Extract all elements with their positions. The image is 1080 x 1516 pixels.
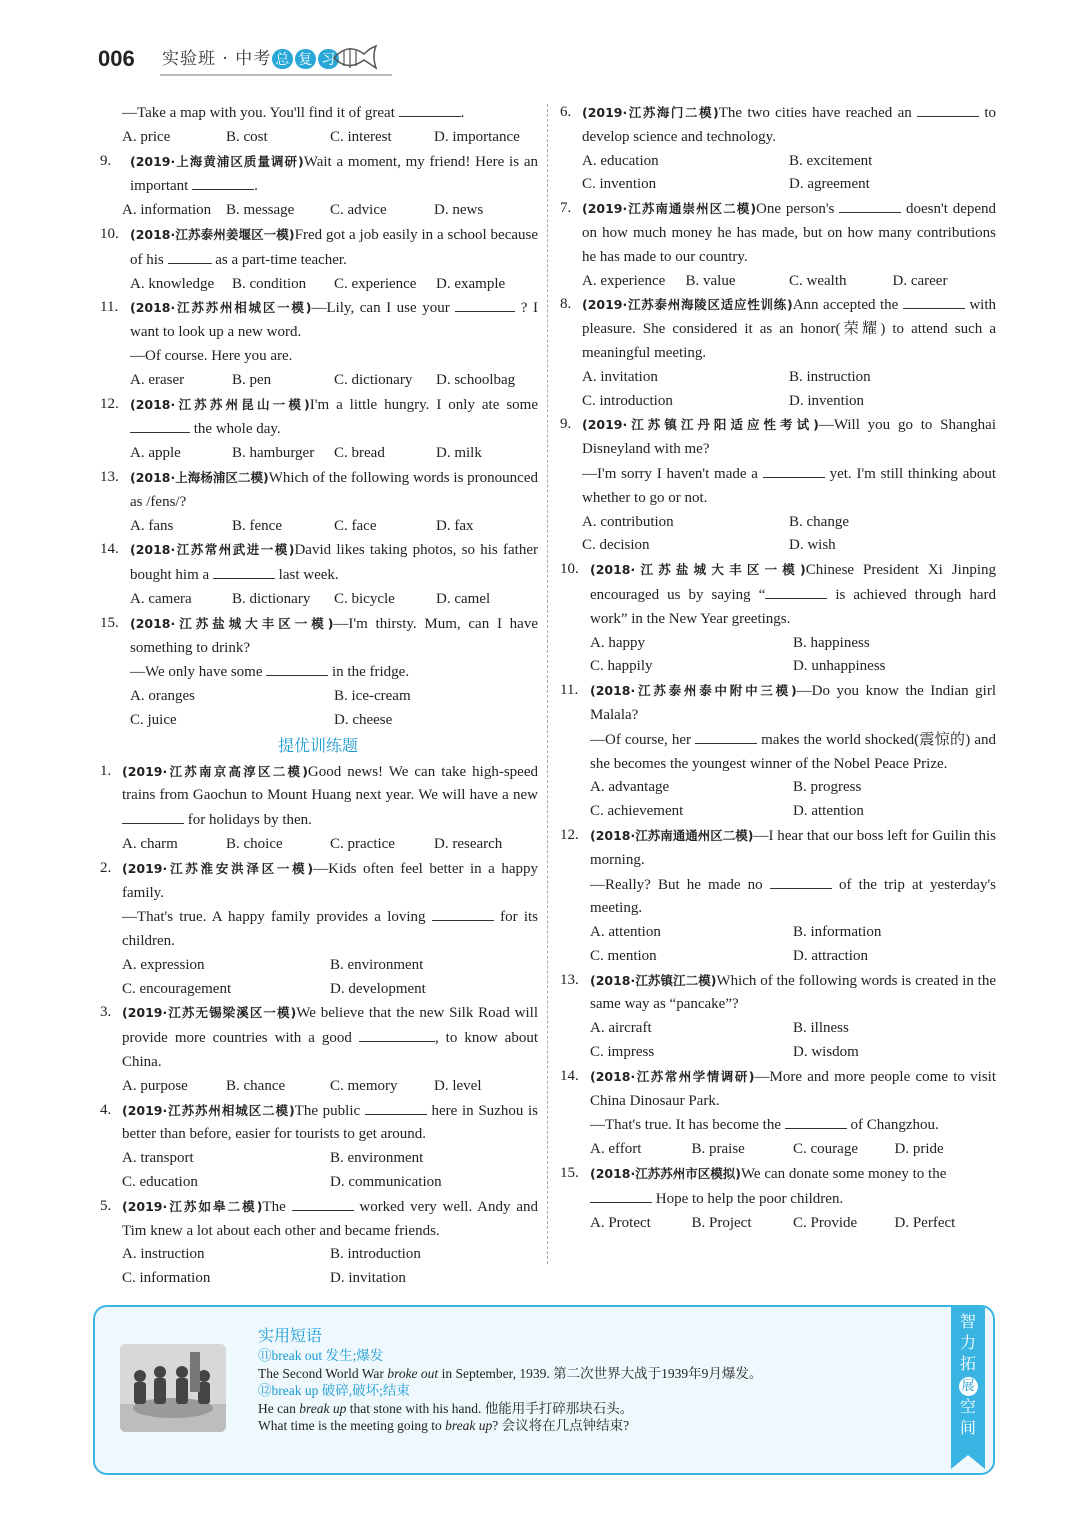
question-source: (2019·江苏无锡梁溪区一模)	[122, 1005, 297, 1021]
question-source: (2018·江苏常州武进一模)	[130, 542, 295, 558]
question-text: —That's true. A happy family provides a loving	[122, 909, 426, 926]
practice-question-3	[98, 1001, 538, 1098]
example-phrase: break up	[299, 1400, 347, 1416]
question-8-continued	[98, 101, 538, 126]
options	[130, 369, 538, 393]
option-d: D. agreement	[789, 176, 870, 193]
option-b: B. progress	[793, 779, 862, 796]
side-tab-char: 间	[959, 1418, 976, 1437]
option-a: A. information	[122, 202, 212, 219]
answer-blank	[213, 563, 275, 579]
option-a: A. eraser	[130, 371, 185, 388]
book-title-badge-2: 复	[295, 49, 316, 69]
option-b: B. introduction	[330, 1246, 421, 1263]
question-number: 15.	[560, 1165, 579, 1182]
options	[590, 632, 996, 680]
options	[122, 1243, 538, 1291]
option-a: A. attention	[590, 924, 661, 941]
phrase-12-example-2	[258, 1417, 762, 1435]
question-source: (2018·江苏泰州姜堰区一模)	[130, 226, 295, 242]
question-text: —That's true. It has become the	[590, 1117, 781, 1134]
example-text: in September, 1939. 第二次世界大战于1939年9月爆发。	[438, 1365, 763, 1381]
option-c: C. mention	[590, 947, 657, 964]
answer-blank	[168, 248, 212, 264]
question-text: makes the world shocked(震惊的) and she becomes the youngest winner of the Nobel Peace Prize.	[590, 731, 997, 772]
option-a: A. oranges	[130, 688, 195, 705]
practice-question-2	[98, 857, 538, 1002]
question-text: for holidays by then.	[187, 812, 312, 829]
option-a: A. charm	[122, 835, 178, 852]
question-number: 2.	[100, 859, 112, 876]
option-c: C. information	[122, 1270, 211, 1287]
option-d: D. communication	[330, 1174, 442, 1191]
option-b: B. pen	[232, 371, 272, 388]
option-a: A. aircraft	[590, 1020, 652, 1037]
book-title-text: 实验班 · 中考	[162, 49, 272, 69]
option-c: C. Provide	[793, 1214, 858, 1231]
question-14	[98, 538, 538, 611]
question-number: 8.	[560, 296, 572, 313]
option-c: C. bicycle	[334, 590, 395, 607]
page-header	[0, 0, 1080, 90]
options	[582, 270, 996, 294]
option-b: B. choice	[226, 835, 283, 852]
answer-blank	[130, 417, 190, 433]
phrase-12	[258, 1382, 762, 1400]
option-b: B. ice-cream	[334, 688, 411, 705]
question-source: (2019·上海黄浦区质量调研)	[130, 153, 304, 169]
option-c: C. encouragement	[122, 980, 232, 997]
option-a: A. camera	[130, 590, 192, 607]
practice-question-13	[558, 969, 996, 1065]
option-b: B. excitement	[789, 152, 873, 169]
option-d: D. Perfect	[894, 1214, 956, 1231]
header-underline	[160, 74, 392, 76]
practice-question-5	[98, 1195, 538, 1291]
answer-blank	[122, 808, 184, 824]
question-text: Good news! We can take high-speed trains from Gaochun to Mount Huang next year. We will have a new	[122, 763, 538, 804]
option-b: B. information	[793, 924, 882, 941]
question-source: (2018·江苏苏州昆山一模)	[130, 396, 310, 412]
answer-blank	[785, 1113, 847, 1129]
question-text: for its children.	[122, 909, 538, 950]
question-source: (2018·江苏盐城大丰区一模)	[130, 615, 334, 631]
question-text: —Will you go to Shanghai Disneyland with me?	[582, 417, 996, 458]
question-text: Which of the following words is created in the same way as “pancake”?	[590, 972, 996, 1013]
option-b: B. chance	[226, 1077, 286, 1094]
question-text: Fred got a job easily in a school because of his	[130, 226, 539, 268]
side-tab-char: 智	[959, 1312, 976, 1331]
option-d: D. wisdom	[793, 1044, 859, 1061]
option-d: D. attention	[793, 803, 864, 820]
options	[130, 685, 538, 733]
answer-blank	[266, 660, 328, 676]
option-a: A. knowledge	[130, 275, 215, 292]
question-text: I'm a little hungry. I only ate some	[309, 396, 538, 413]
options	[582, 150, 996, 198]
options	[98, 199, 538, 223]
option-d: D. development	[330, 980, 426, 997]
options	[590, 1212, 996, 1236]
option-d: D. example	[436, 275, 506, 292]
question-source: (2019·江苏泰州海陵区适应性训练)	[582, 297, 793, 313]
options	[590, 776, 996, 824]
answer-blank	[455, 296, 515, 312]
option-d: D. cheese	[334, 711, 393, 728]
options	[130, 588, 538, 612]
question-source: (2019·江苏镇江丹阳适应性考试)	[582, 417, 819, 433]
options	[590, 1017, 996, 1065]
options	[122, 1075, 538, 1099]
question-text: —Do you know the Indian girl Malala?	[590, 683, 996, 723]
question-text: Which of the following words is pronounced as /fens/?	[130, 469, 538, 510]
example-text: What time is the meeting going to	[258, 1418, 446, 1433]
options	[130, 442, 538, 466]
option-c: C. impress	[590, 1044, 655, 1061]
example-text: He can	[258, 1400, 300, 1416]
question-number: 10.	[100, 225, 119, 242]
question-text: —I'm thirsty. Mum, can I have something to drink?	[130, 615, 539, 656]
answer-blank	[192, 174, 254, 190]
example-text: ? 会议将在几点钟结束?	[492, 1418, 630, 1433]
option-d: D. invitation	[330, 1270, 406, 1287]
practice-question-9	[558, 413, 996, 558]
question-10	[98, 223, 538, 296]
question-source: (2018·江苏泰州泰中附中三模)	[590, 683, 797, 699]
options	[582, 511, 996, 559]
question-text: —Of course. Here you are.	[130, 347, 293, 364]
phrase-12-example-1	[258, 1400, 762, 1418]
phrase-title: break up 破碎,破坏;结束	[271, 1383, 410, 1398]
question-text: —Lily, can I use your	[311, 300, 450, 317]
option-b: B. praise	[691, 1141, 745, 1158]
question-text: worked very well. Andy and Tim knew a lot about each other and became friends.	[122, 1198, 538, 1239]
box-title: 实用短语	[258, 1326, 323, 1345]
answer-blank	[903, 293, 965, 309]
question-source: (2018·江苏苏州市区模拟)	[590, 1166, 741, 1182]
column-divider	[547, 104, 548, 1264]
option-c: C. bread	[334, 445, 385, 462]
option-c: C. interest	[330, 128, 392, 145]
option-d: D. invention	[789, 392, 864, 409]
question-text: the whole day.	[193, 421, 281, 438]
options	[98, 126, 538, 150]
page-number: 006	[98, 46, 135, 71]
option-c: C. dictionary	[334, 371, 413, 388]
option-d: D. schoolbag	[436, 371, 516, 388]
options	[590, 921, 996, 969]
answer-blank	[399, 101, 461, 117]
option-d: D. level	[434, 1077, 482, 1094]
question-text: We believe that the new Silk Road will provide more countries with a good	[122, 1005, 539, 1047]
answer-blank	[770, 873, 832, 889]
example-phrase: break up	[445, 1418, 493, 1433]
question-text: in the fridge.	[332, 664, 410, 681]
option-a: A. apple	[130, 445, 181, 462]
option-a: A. price	[122, 128, 171, 145]
question-source: (2019·江苏苏州相城区二模)	[122, 1102, 295, 1118]
question-number: 14.	[100, 541, 119, 558]
option-b: B. happiness	[793, 634, 870, 651]
question-12	[98, 393, 538, 466]
question-text: of the trip at yesterday's meeting.	[590, 876, 996, 917]
question-text: .	[254, 178, 258, 195]
answer-blank	[839, 197, 901, 213]
option-a: A. advantage	[590, 779, 670, 796]
question-text: —I hear that our boss left for Guilin this morning.	[590, 827, 996, 868]
question-number: 12.	[100, 395, 119, 412]
question-source: (2019·江苏南京高淳区二模)	[122, 763, 308, 779]
question-text: Ann accepted the	[792, 297, 899, 314]
phrase-11	[258, 1347, 762, 1365]
question-text: The two cities have reached an	[718, 105, 912, 121]
section-title: 提优训练题	[277, 735, 358, 755]
option-c: C. juice	[130, 711, 177, 728]
option-b: B. environment	[330, 1150, 424, 1167]
question-text: Wait a moment, my friend! Here is an important	[130, 153, 538, 195]
question-text: —Take a map with you. You'll find it of great	[122, 105, 395, 121]
practice-question-12	[558, 824, 996, 969]
option-b: B. Project	[691, 1214, 752, 1231]
options	[590, 1138, 996, 1162]
question-number: 11.	[100, 299, 119, 316]
question-text: One person's	[756, 201, 835, 218]
practice-question-4	[98, 1099, 538, 1195]
option-a: A. expression	[122, 956, 205, 973]
option-c: C. wealth	[789, 272, 847, 289]
question-text: David likes taking photos, so his father bought him a	[130, 542, 538, 584]
option-c: C. decision	[582, 537, 650, 554]
option-a: A. education	[582, 152, 659, 169]
option-b: B. illness	[793, 1020, 849, 1037]
question-11	[98, 296, 538, 392]
answer-blank	[359, 1026, 435, 1042]
question-text: Chinese President Xi Jinping encouraged us by saying “	[590, 562, 997, 603]
option-c: C. achievement	[590, 803, 684, 820]
option-a: A. fans	[130, 517, 174, 534]
side-tab-char: 拓	[959, 1354, 976, 1373]
option-c: C. memory	[330, 1077, 398, 1094]
question-9	[98, 150, 538, 200]
question-source: (2019·江苏如皋二模)	[122, 1198, 263, 1214]
side-tab-char: 展	[959, 1377, 978, 1396]
phrase-list	[258, 1347, 762, 1435]
question-13	[98, 466, 538, 538]
option-b: B. hamburger	[232, 445, 315, 462]
question-number: 1.	[100, 762, 112, 779]
question-text: with pleasure. She considered it as an honor(荣耀) to attend such a meaningful meeting.	[582, 297, 996, 361]
option-a: A. invitation	[582, 368, 658, 385]
question-text: —I'm sorry I haven't made a	[582, 465, 758, 482]
option-c: C. practice	[330, 835, 395, 852]
practice-question-15	[558, 1162, 996, 1235]
question-text: last week.	[278, 567, 339, 584]
answer-blank	[695, 728, 757, 744]
question-text: —We only have some	[130, 664, 263, 681]
option-c: C. education	[122, 1174, 198, 1191]
option-d: D. pride	[894, 1141, 944, 1158]
option-d: D. research	[434, 835, 503, 852]
question-text: —More and more people come to visit China Dinosaur Park.	[590, 1068, 996, 1109]
question-text: —Of course, her	[590, 731, 691, 748]
option-d: D. milk	[436, 445, 482, 462]
option-d: D. wish	[789, 537, 836, 554]
option-b: B. value	[685, 272, 736, 289]
example-text: The Second World War	[258, 1365, 388, 1381]
phrase-title: break out 发生;爆发	[271, 1348, 384, 1363]
option-a: A. instruction	[122, 1246, 205, 1263]
option-b: B. change	[789, 513, 849, 530]
book-title	[162, 44, 340, 69]
answer-blank	[917, 101, 979, 117]
option-a: A. contribution	[582, 513, 674, 530]
practice-question-14	[558, 1065, 996, 1162]
left-column	[98, 101, 538, 1291]
answer-blank	[432, 905, 494, 921]
book-title-badge-1: 总	[272, 49, 293, 69]
option-d: D. camel	[436, 590, 491, 607]
option-b: B. cost	[226, 128, 268, 145]
phrase-number: ⑫	[258, 1383, 272, 1398]
question-source: (2018·江苏苏州相城区一模)	[130, 300, 312, 316]
question-text: to develop science and technology.	[582, 105, 997, 145]
option-c: C. advice	[330, 202, 387, 219]
side-tab-char: 空	[959, 1397, 976, 1416]
option-c: C. face	[334, 517, 377, 534]
question-number: 3.	[100, 1004, 112, 1021]
question-number: 15.	[100, 614, 119, 631]
question-source: (2018·江苏常州学情调研)	[590, 1068, 755, 1084]
option-a: A. effort	[590, 1141, 642, 1158]
option-d: D. importance	[434, 128, 520, 145]
question-text: as a part-time teacher.	[215, 251, 347, 268]
question-source: (2018·江苏南通通州区二模)	[590, 827, 754, 843]
question-text: doesn't depend on how much money he has made, but on how many contributions he has made to our country.	[582, 201, 997, 265]
option-a: A. purpose	[122, 1077, 188, 1094]
question-text: , to know about China.	[122, 1030, 539, 1071]
option-b: B. condition	[232, 275, 307, 292]
question-text: —Kids often feel better in a happy family.	[122, 860, 539, 901]
question-text: of Changzhou.	[850, 1117, 939, 1134]
option-c: C. courage	[793, 1141, 858, 1158]
option-b: B. instruction	[789, 368, 871, 385]
practice-question-7	[558, 197, 996, 293]
option-d: D. fax	[436, 517, 474, 534]
option-d: D. news	[434, 202, 484, 219]
question-number: 10.	[560, 561, 579, 578]
question-text: yet. I'm still thinking about whether to go or not.	[582, 465, 997, 506]
question-text: is achieved through hard work” in the New Year greetings.	[590, 586, 996, 627]
useful-phrases-box	[93, 1305, 995, 1475]
answer-blank	[590, 1187, 652, 1203]
question-source: (2018·江苏盐城大丰区一模)	[590, 562, 806, 578]
phrase-number: ⑪	[258, 1348, 272, 1363]
option-c: C. happily	[590, 658, 653, 675]
option-b: B. message	[226, 202, 295, 219]
option-a: A. Protect	[590, 1214, 651, 1231]
question-15	[98, 612, 538, 733]
question-number: 7.	[560, 200, 572, 217]
question-text: The	[262, 1198, 286, 1215]
question-number: 5.	[100, 1197, 112, 1214]
options	[130, 515, 538, 539]
example-text: that stone with his hand. 他能用手打碎那块石头。	[346, 1400, 634, 1416]
question-text: We can donate some money to the	[740, 1166, 947, 1183]
option-a: A. experience	[582, 272, 666, 289]
fish-logo-icon	[330, 40, 380, 74]
option-d: D. career	[892, 272, 948, 289]
question-number: 6.	[560, 104, 572, 120]
option-d: D. unhappiness	[793, 658, 886, 675]
question-number: 11.	[560, 682, 579, 699]
option-b: B. environment	[330, 956, 424, 973]
question-source: (2019·江苏淮安洪泽区一模)	[122, 860, 314, 876]
practice-question-1	[98, 760, 538, 857]
practice-question-8	[558, 293, 996, 413]
question-source: (2018·江苏镇江二模)	[590, 972, 717, 988]
question-text: ? I want to look up a new word.	[130, 300, 538, 341]
side-tab	[951, 1307, 985, 1455]
question-number: 4.	[100, 1101, 112, 1118]
option-a: A. happy	[590, 634, 645, 651]
question-text: The public	[294, 1102, 361, 1119]
answer-blank	[365, 1099, 427, 1115]
right-column	[558, 101, 996, 1235]
meeting-illustration-icon	[120, 1344, 226, 1432]
option-c: C. invention	[582, 176, 657, 193]
answer-blank	[763, 462, 825, 478]
question-text: —Really? But he made no	[590, 876, 763, 893]
question-text: here in Suzhou is better than before, easier for tourists to get around.	[122, 1102, 538, 1143]
example-phrase: broke out	[387, 1365, 439, 1381]
side-tab-char: 力	[959, 1333, 976, 1352]
question-text: .	[460, 105, 465, 121]
answer-blank	[292, 1195, 354, 1211]
practice-question-10	[558, 558, 996, 679]
options	[122, 954, 538, 1002]
question-text: Hope to help the poor children.	[655, 1190, 844, 1207]
options	[582, 366, 996, 414]
question-number: 9.	[100, 152, 112, 169]
option-b: B. dictionary	[232, 590, 311, 607]
options	[122, 1147, 538, 1195]
practice-question-11	[558, 679, 996, 824]
book-title-badge-3: 习	[318, 49, 339, 69]
practice-question-6	[558, 101, 996, 197]
phrase-11-example	[258, 1365, 762, 1383]
question-source: (2018·上海杨浦区二模)	[130, 469, 269, 485]
option-d: D. attraction	[793, 947, 868, 964]
answer-blank	[765, 583, 827, 599]
option-a: A. transport	[122, 1150, 194, 1167]
options	[130, 273, 538, 297]
meeting-photo	[120, 1344, 226, 1432]
options	[122, 833, 538, 857]
option-c: C. experience	[334, 275, 417, 292]
question-number: 12.	[560, 826, 579, 843]
question-number: 9.	[560, 416, 572, 433]
question-source: (2019·江苏海门二模)	[582, 105, 719, 120]
option-b: B. fence	[232, 517, 282, 534]
option-c: C. introduction	[582, 392, 673, 409]
question-number: 13.	[560, 971, 579, 988]
question-source: (2019·江苏南通崇州区二模)	[582, 201, 757, 217]
question-number: 13.	[100, 468, 119, 485]
question-number: 14.	[560, 1067, 579, 1084]
